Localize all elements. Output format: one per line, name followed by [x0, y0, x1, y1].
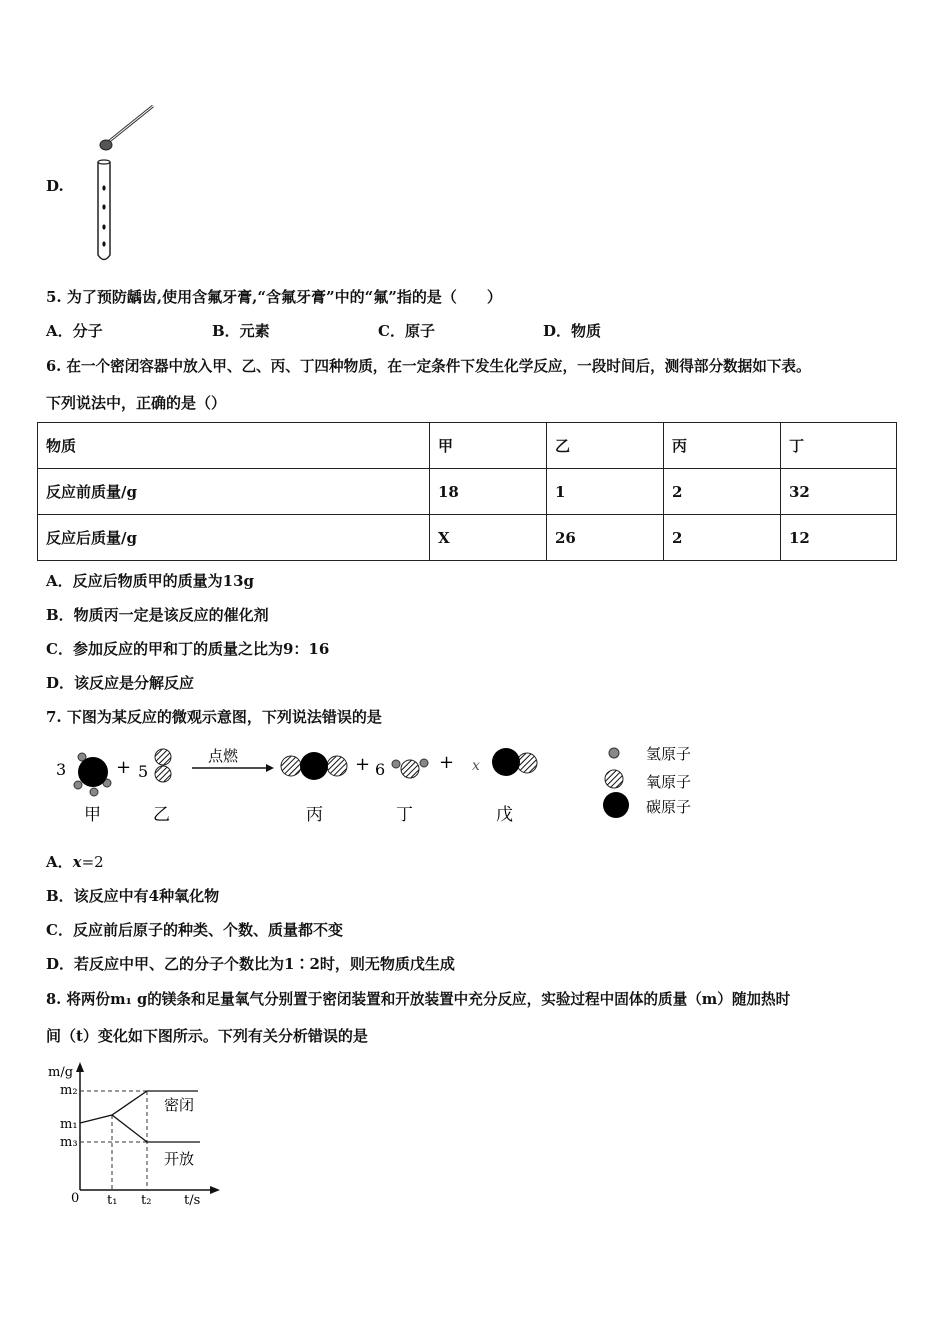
plus-sign: +: [116, 757, 132, 778]
table-header-cell: 丁: [781, 423, 897, 469]
table-row: [38, 469, 897, 515]
legend-oxygen: 氧原子: [646, 773, 692, 791]
coef-wu: x: [472, 758, 480, 774]
q6-option-a[interactable]: A．反应后物质甲的质量为13g: [46, 572, 255, 590]
table-cell: 1: [547, 469, 664, 515]
table-cell: 反应后质量/g: [38, 515, 430, 561]
coef-jia: 3: [56, 760, 67, 779]
name-ding: 丁: [396, 805, 413, 825]
solid-particle: [102, 241, 105, 246]
y-axis-label: m/g: [48, 1065, 74, 1080]
name-jia: 甲: [84, 805, 101, 825]
q6-option-b[interactable]: B．物质丙一定是该反应的催化剂: [46, 606, 269, 624]
mass-time-chart: [40, 1060, 240, 1210]
solid-particle: [102, 204, 105, 209]
table-row: [38, 515, 897, 561]
table-cell: 2: [664, 515, 781, 561]
y-tick-m1: m₁: [60, 1117, 78, 1132]
plus-sign: +: [439, 752, 455, 773]
coef-ding: 6: [375, 760, 386, 779]
table-cell: 12: [781, 515, 897, 561]
table-header-row: [38, 423, 897, 469]
diagram-legend: [603, 745, 691, 818]
q4-option-d-label: D.: [46, 177, 64, 195]
q5-option-c[interactable]: C．原子: [378, 322, 435, 340]
y-tick-m2: m₂: [60, 1083, 78, 1098]
molecule-wu: [492, 748, 537, 776]
coef-yi: 5: [138, 762, 149, 781]
spoon-and-test-tube-illustration: [95, 100, 165, 270]
q7-option-a-rest: =2: [81, 853, 104, 871]
legend-hydrogen: 氢原子: [646, 745, 692, 763]
table-cell: 2: [664, 469, 781, 515]
table-header-cell: 物质: [38, 423, 430, 469]
table-cell: 18: [430, 469, 547, 515]
legend-carbon: 碳原子: [646, 798, 692, 816]
condition-ignite: 点燃: [208, 747, 239, 765]
series-label-sealed: 密闭: [164, 1096, 195, 1114]
y-tick-m3: m₃: [60, 1135, 78, 1150]
table-header-cell: 丙: [664, 423, 781, 469]
x-tick-t1: t₁: [107, 1193, 118, 1208]
q5-option-a[interactable]: A．分子: [46, 322, 103, 340]
q7-option-c[interactable]: C．反应前后原子的种类、个数、质量都不变: [46, 921, 343, 939]
name-yi: 乙: [153, 805, 170, 825]
table-cell: 反应前质量/g: [38, 469, 430, 515]
series-label-open: 开放: [164, 1150, 195, 1168]
table-cell: X: [430, 515, 547, 561]
q7-option-a[interactable]: [46, 851, 104, 872]
q7-option-d[interactable]: D．若反应中甲、乙的分子个数比为1∶2时，则无物质戊生成: [46, 955, 455, 973]
molecule-yi: [155, 749, 171, 782]
q6-option-d[interactable]: D．该反应是分解反应: [46, 674, 195, 692]
name-wu: 戊: [496, 805, 513, 825]
molecule-bing: [281, 752, 347, 780]
x-axis-label: t/s: [184, 1193, 201, 1208]
series-open-line: [112, 1115, 200, 1142]
spoon-bowl: [100, 140, 112, 150]
q7-option-a-prefix: A．: [46, 853, 73, 871]
molecule-jia: [74, 753, 111, 796]
table-cell: 26: [547, 515, 664, 561]
table-header-cell: 乙: [547, 423, 664, 469]
q8-stem-line2: 间（t）变化如下图所示。下列有关分析错误的是: [46, 1027, 368, 1045]
q8-stem-line1: 8. 将两份m₁ g的镁条和足量氧气分别置于密闭装置和开放装置中充分反应，实验过程中固体的质量（m）随加热时: [46, 991, 791, 1008]
q6-option-c[interactable]: C．参加反应的甲和丁的质量之比为9：16: [46, 640, 330, 658]
q7-option-a-variable: x: [72, 853, 82, 871]
q7-stem: 7. 下图为某反应的微观示意图，下列说法错误的是: [46, 708, 382, 726]
q6-stem-line2: 下列说法中，正确的是（）: [46, 394, 227, 412]
solid-particle: [102, 224, 105, 229]
solid-particle: [102, 185, 105, 190]
x-tick-t2: t₂: [141, 1193, 152, 1208]
plus-sign: +: [355, 754, 371, 775]
table-cell: 32: [781, 469, 897, 515]
name-bing: 丙: [306, 805, 323, 825]
q7-option-b[interactable]: B．该反应中有4种氧化物: [46, 887, 220, 905]
molecule-ding: [392, 759, 428, 778]
reaction-micro-diagram: [40, 735, 720, 835]
mass-data-table: [37, 422, 897, 561]
q5-option-b[interactable]: B．元素: [212, 322, 270, 340]
origin-label: 0: [71, 1191, 80, 1206]
q5-option-d[interactable]: D．物质: [543, 322, 602, 340]
q5-stem: 5. 为了预防龋齿,使用含氟牙膏,“含氟牙膏”中的“氟”指的是（ ）: [46, 288, 502, 306]
q6-stem-line1: 6. 在一个密闭容器中放入甲、乙、丙、丁四种物质，在一定条件下发生化学反应，一段时间后，测得部分数据如下表。: [46, 358, 811, 375]
table-header-cell: 甲: [430, 423, 547, 469]
